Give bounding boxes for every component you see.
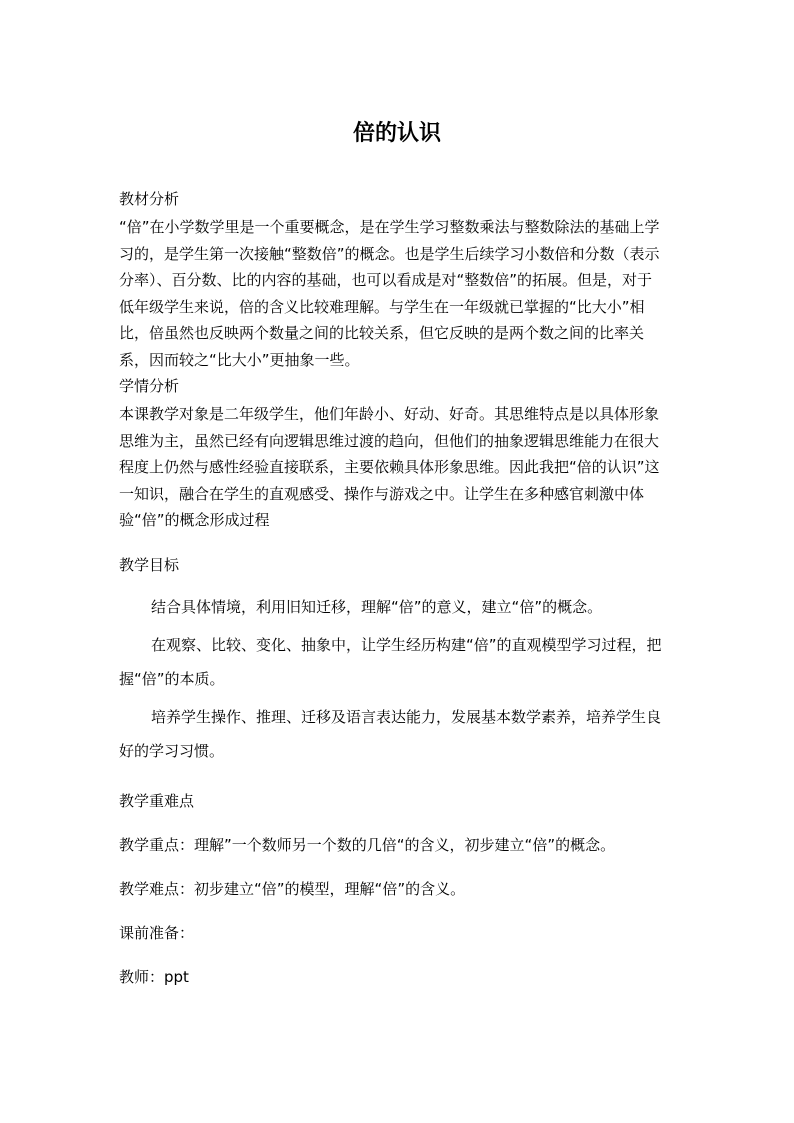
- key-point-difficulty: 教学难点：初步建立“倍”的模型，理解“倍”的含义。: [119, 879, 466, 898]
- section-heading-material: 教材分析: [119, 190, 180, 208]
- preparation-teacher: 教师：ppt: [119, 967, 189, 986]
- section-heading-key-points: 教学重难点: [119, 791, 195, 810]
- document-content: [119, 188, 667, 988]
- section-heading-preparation: 课前准备：: [119, 923, 195, 942]
- key-point-focus: 教学重点：理解”一个数师另一个数的几倍“的含义，初步建立“倍”的概念。: [119, 835, 616, 854]
- document-title: 倍的认识: [352, 120, 441, 146]
- goal-item-1: 结合具体情境，利用旧知迁移，理解“倍”的意义，建立“倍”的概念。: [151, 597, 603, 616]
- section-heading-goals: 教学目标: [119, 555, 180, 574]
- section-heading-students: 学情分析: [119, 377, 180, 395]
- goal-item-3: 培养学生操作、推理、迁移及语言表达能力，发展基本数学素养，培养学生良好的学习习惯。: [119, 707, 662, 760]
- goal-item-2: 在观察、比较、变化、抽象中，让学生经历构建“倍”的直观模型学习过程，把握“倍”的本质。: [119, 635, 662, 688]
- section-text-students: 本课教学对象是二年级学生，他们年龄小、好动、好奇。其思维特点是以具体形象思维为主，虽然已经有向逻辑思维过渡的趋向，但他们的抽象逻辑思维能力在很大程度上仍然与感性经验直接联系，主要依赖具体形象思维。因此我把“倍的认识”这一知识，融合在学生的直观感受、操作与游戏之中。让学生在多种感官刺激中体验“倍”的概念形成过程: [119, 405, 660, 529]
- section-text-material: “倍”在小学数学里是一个重要概念，是在学生学习整数乘法与整数除法的基础上学习的，是学生第一次接触“整数倍”的概念。也是学生后续学习小数倍和分数（表示分率）、百分数、比的内容的基础，也可以看成是对“整数倍”的拓展。但是，对于低年级学生来说，倍的含义比较难理解。与学生在一年级就已掌握的“比大小”相比，倍虽然也反映两个数量之间的比较关系，但它反映的是两个数之间的比率关系，因而较之“比大小”更抽象一些。: [119, 218, 660, 369]
